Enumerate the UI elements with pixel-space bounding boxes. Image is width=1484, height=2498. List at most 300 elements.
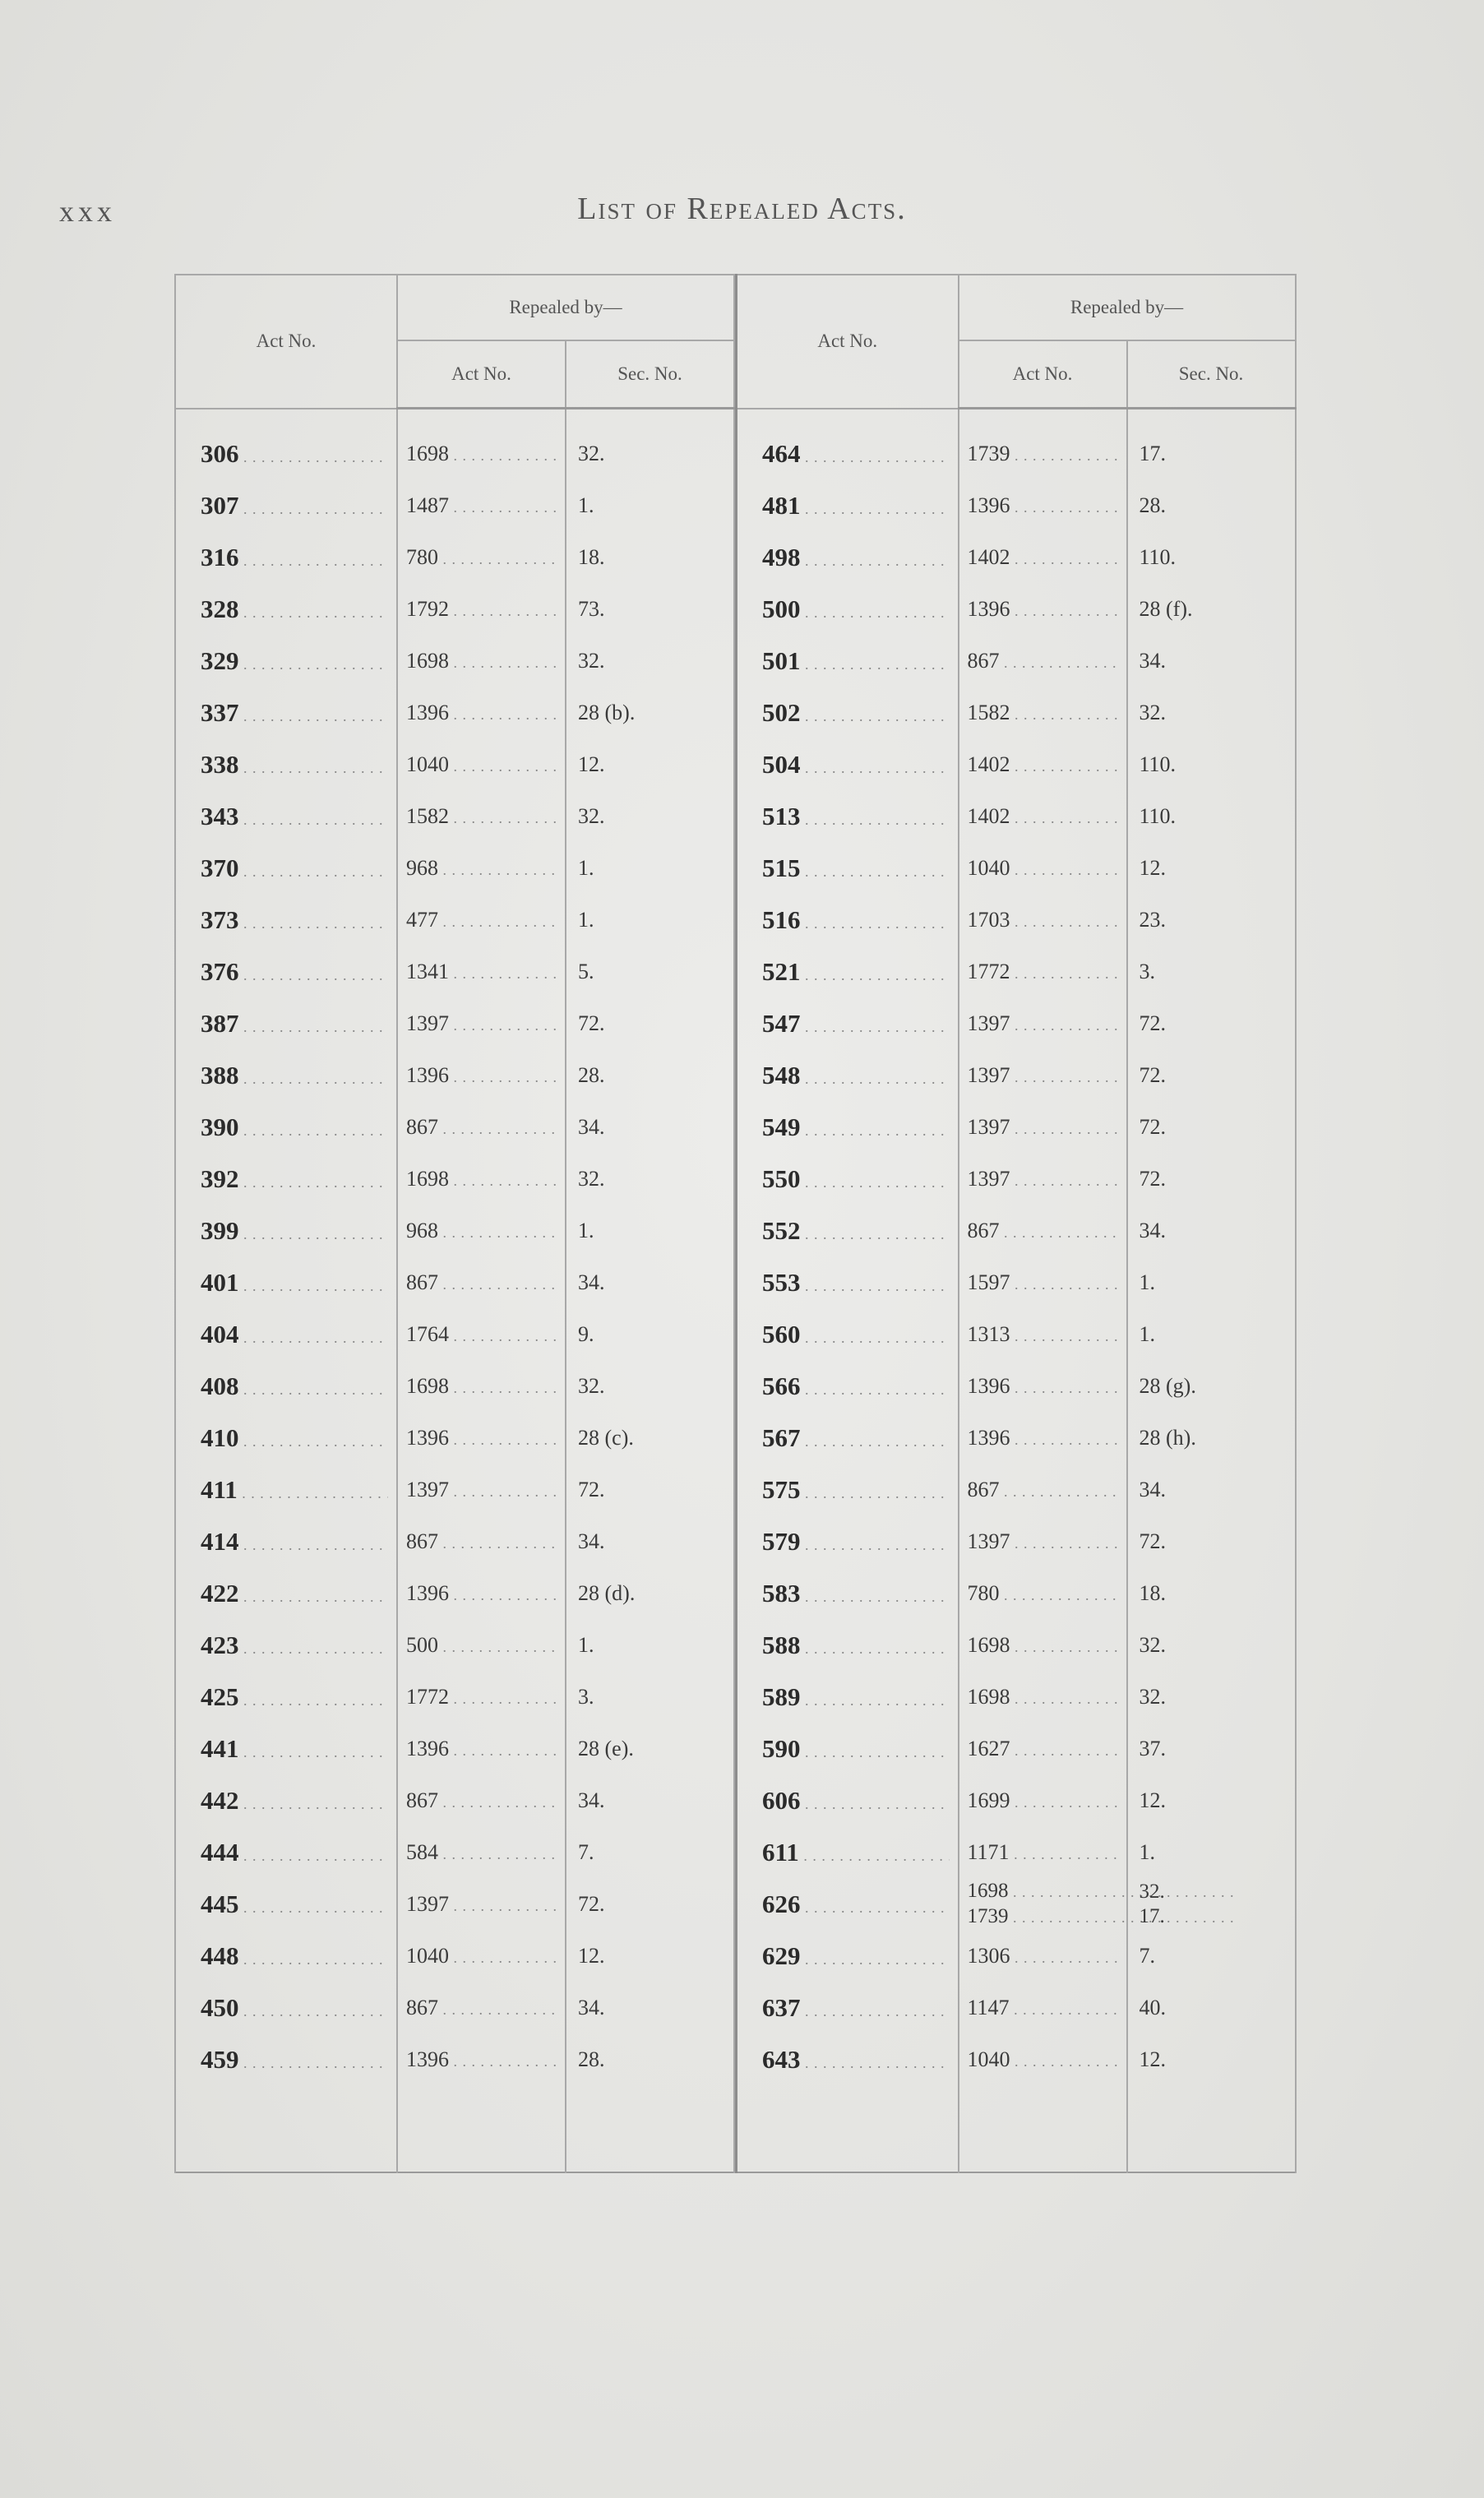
table-row [175,479,734,531]
repealing-act-number-text: 1397 . . . [406,1892,557,1917]
repealing-act-number [397,1826,566,1878]
repealing-act-number-text: 1396 . . . [968,493,1118,518]
act-number [737,946,959,997]
act-number [737,1101,959,1153]
act-number-text: 498 . . . [762,543,950,572]
repealing-act-number-text: 780 . . . [406,545,557,570]
act-number-text: 408 . . . [201,1372,388,1401]
section-number [1127,997,1296,1049]
section-number [1127,1723,1296,1774]
repealing-act-number [959,1101,1127,1153]
repealing-act-number [959,1567,1127,1619]
repealing-act-number [397,635,566,687]
repealing-act-number-text: 1396 . . . [406,1581,557,1606]
repealing-act-number [959,1671,1127,1723]
section-number-text: 28. [578,2047,605,2071]
act-number-text: 422 . . . [201,1579,388,1608]
repealing-act-number [397,1878,566,1930]
act-number-text: 376 . . . [201,957,388,987]
section-number [1127,1205,1296,1256]
repealing-act-number-text: 1040 . . . [968,2047,1118,2072]
table-row [175,1774,734,1826]
section-number [566,1256,734,1308]
act-number [175,738,397,790]
act-number-text: 547 . . . [762,1009,950,1039]
table-row [175,1982,734,2033]
table-row [737,894,1296,946]
act-number-text: 589 . . . [762,1682,950,1712]
section-number [1127,1464,1296,1515]
act-number-text: 442 . . . [201,1786,388,1816]
repealing-act-number-text: 1396 . . . [968,597,1118,622]
section-number [1127,531,1296,583]
repealing-act-number-text: 1396 . . . [406,1737,557,1761]
section-number-text: 5. [578,959,594,983]
section-number [1127,946,1296,997]
repealing-act-number-text: 1402 . . . [968,545,1118,570]
section-number [1127,1567,1296,1619]
repealing-act-number [959,1826,1127,1878]
act-number [737,1049,959,1101]
section-number-text: 72. [1139,1114,1167,1139]
table-row [175,1515,734,1567]
section-number-text: 28 (h). [1139,1425,1196,1450]
repealing-act-number-text: 968 . . . [406,856,557,881]
section-number-text: 28 (f). [1139,596,1193,621]
repealing-act-number [959,946,1127,997]
table-row [737,1360,1296,1412]
section-number-text: 18. [1139,1580,1167,1605]
section-number-text: 28 (c). [578,1425,634,1450]
section-number [566,1878,734,1930]
repealing-act-number-text: 1698 . . . [968,1879,1118,1904]
act-number-text: 516 . . . [762,905,950,935]
section-number [1127,1256,1296,1308]
act-number-text: 637 . . . [762,1993,950,2023]
section-number [1127,687,1296,738]
repealing-act-number-text: 968 . . . [406,1219,557,1243]
act-number [737,1723,959,1774]
act-number [175,1619,397,1671]
section-number-text: 34. [1139,1218,1167,1242]
act-number [737,1360,959,1412]
repealing-act-number [397,428,566,479]
repealing-act-number-text: 1739 . . . [968,442,1118,466]
section-number [566,1360,734,1412]
act-number-text: 643 . . . [762,2045,950,2075]
section-number [1127,1412,1296,1464]
table-row [175,842,734,894]
table-row [175,997,734,1049]
section-number-text: 1. [1139,1321,1156,1346]
repealing-act-number [397,2033,566,2085]
section-number-text: 110. [1139,544,1177,569]
repealing-act-number [397,997,566,1049]
repealing-act-number [397,842,566,894]
section-number-text: 9. [578,1321,594,1346]
act-number [175,583,397,635]
table-row [737,1619,1296,1671]
act-number [737,1619,959,1671]
table-row [175,1205,734,1256]
section-number-text: 32. [1139,700,1167,724]
table-row [737,428,1296,479]
act-number [737,1412,959,1464]
repealing-act-number [959,1205,1127,1256]
section-number-text: 12. [578,752,605,776]
section-number-text: 32. [578,1373,605,1398]
section-number-text: 34. [578,1788,605,1812]
left-table [174,274,735,2173]
act-number-text: 338 . . . [201,750,388,779]
section-number [1127,1671,1296,1723]
act-number [175,1360,397,1412]
act-number [175,894,397,946]
repealing-act-number-text: 1040 . . . [968,856,1118,881]
act-number [175,1774,397,1826]
section-number-text: 73. [578,596,605,621]
repealing-act-number-text: 1313 . . . [968,1322,1118,1347]
repealing-act-number [397,1671,566,1723]
section-number-text: 72. [1139,1011,1167,1035]
act-number-text: 550 . . . [762,1164,950,1194]
section-number [1127,635,1296,687]
act-number-text: 441 . . . [201,1734,388,1764]
table-row [737,1982,1296,2033]
section-number [566,1308,734,1360]
act-number [175,1826,397,1878]
section-number-text: 28. [578,1062,605,1087]
act-number-text: 500 . . . [762,594,950,624]
section-number-text: 32. [1139,1632,1167,1657]
section-number-text: 72. [1139,1166,1167,1191]
repealing-act-number-text: 1040 . . . [406,752,557,777]
section-number-text: 72. [1139,1062,1167,1087]
act-number-text: 423 . . . [201,1631,388,1660]
section-number [566,635,734,687]
table-row [737,1723,1296,1774]
act-number-text: 504 . . . [762,750,950,779]
table-row [175,428,734,479]
section-number-text: 110. [1139,752,1177,776]
act-number [737,1671,959,1723]
act-number-text: 337 . . . [201,698,388,728]
repealing-act-number-text: 867 . . . [968,649,1118,673]
repealing-act-number-text: 500 . . . [406,1633,557,1658]
act-number-text: 606 . . . [762,1786,950,1816]
repealing-act-number-text: 1397 . . . [406,1011,557,1036]
table-row [175,635,734,687]
act-number-text: 316 . . . [201,543,388,572]
repealed-acts-tables [174,274,1292,2173]
act-number-text: 521 . . . [762,957,950,987]
repealing-act-number-text: 1597 . . . [968,1270,1118,1295]
section-number [1127,1101,1296,1153]
act-number-text: 575 . . . [762,1475,950,1505]
repealing-act-number-text: 584 . . . [406,1840,557,1865]
act-number-text: 445 . . . [201,1890,388,1919]
repealing-act-number [397,1982,566,2033]
repealing-act-number [959,997,1127,1049]
table-row [737,479,1296,531]
table-row [737,1256,1296,1308]
act-number [737,1515,959,1567]
act-number [175,1412,397,1464]
table-row [175,1826,734,1878]
repealing-act-number-text: 867 . . . [406,1529,557,1554]
section-number-text: 72. [578,1011,605,1035]
act-number [175,1671,397,1723]
table-row [175,1101,734,1153]
repealing-act-number [397,1619,566,1671]
act-number-text: 388 . . . [201,1061,388,1090]
sec-no-header: Sec. No. [1127,340,1296,409]
act-number-text: 401 . . . [201,1268,388,1298]
section-number [566,1982,734,2033]
table-row [175,583,734,635]
table-row [175,1256,734,1308]
section-number-text: 28 (g). [1139,1373,1196,1398]
repealing-act-number [397,1723,566,1774]
act-number [737,1308,959,1360]
act-number [737,687,959,738]
act-number-text: 444 . . . [201,1838,388,1867]
repealing-act-number [959,687,1127,738]
table-row [737,687,1296,738]
table-row [175,946,734,997]
act-number [737,842,959,894]
repealing-act-number-text: 1698 . . . [968,1633,1118,1658]
repealing-act-number-text: 1772 . . . [406,1685,557,1709]
act-number [737,479,959,531]
act-number [737,1256,959,1308]
section-number-text: 34. [578,1114,605,1139]
repealing-act-number [397,894,566,946]
section-number [1127,1308,1296,1360]
section-number [1127,738,1296,790]
table-row [175,1412,734,1464]
table-row [737,635,1296,687]
repealing-act-number [397,790,566,842]
act-number-text: 481 . . . [762,491,950,520]
section-number-text: 23. [1139,907,1167,932]
repealing-act-number-text: 1772 . . . [968,960,1118,984]
section-number-text: 7. [578,1839,594,1864]
table-row [737,1205,1296,1256]
section-number-text: 32. [1139,1684,1167,1709]
table-row [737,583,1296,635]
repealing-act-number [397,1101,566,1153]
act-number-text: 390 . . . [201,1113,388,1142]
repealing-act-number-text: 1396 . . . [968,1426,1118,1450]
section-number [1127,1360,1296,1412]
repealing-act-number-text: 867 . . . [406,1788,557,1813]
act-number-text: 450 . . . [201,1993,388,2023]
repealing-act-number [397,946,566,997]
act-number-text: 513 . . . [762,802,950,831]
act-number [175,1515,397,1567]
repealing-act-number [397,1567,566,1619]
section-number [566,479,734,531]
table-row [175,1671,734,1723]
section-number-text: 1. [578,1632,594,1657]
act-number-text: 552 . . . [762,1216,950,1246]
repealed-by-header: Repealed by— [397,275,734,340]
act-number [175,997,397,1049]
spacer-row [737,2085,1296,2172]
section-number-text: 34. [1139,648,1167,673]
table-row [737,1774,1296,1826]
act-number [175,428,397,479]
repealing-act-number [397,1153,566,1205]
act-number [175,2033,397,2085]
act-number-text: 414 . . . [201,1527,388,1557]
section-number-text: 32. [578,648,605,673]
repealing-act-number [959,1515,1127,1567]
section-number [1127,1515,1296,1567]
section-number [566,428,734,479]
repealing-act-number [959,842,1127,894]
act-number [737,790,959,842]
repealing-act-number-text: 1487 . . . [406,493,557,518]
act-number-text: 404 . . . [201,1320,388,1349]
section-number-text: 28 (d). [578,1580,636,1605]
act-number [737,635,959,687]
repealing-act-number-text: 1698 . . . [406,1374,557,1399]
table-row [737,2033,1296,2085]
section-number-text: 72. [1139,1529,1167,1553]
table-row [737,1878,1296,1930]
section-number-text: 1. [578,855,594,880]
repealing-act-number [397,738,566,790]
act-number [737,1567,959,1619]
act-number-text: 448 . . . [201,1941,388,1971]
act-number-text: 306 . . . [201,439,388,469]
repealing-act-number-text: 1698 . . . [406,649,557,673]
act-number [175,479,397,531]
act-number [175,842,397,894]
repealing-act-no-header: Act No. [397,340,566,409]
repealing-act-number [397,583,566,635]
right-table [735,274,1297,2173]
repealing-act-number [397,1256,566,1308]
table-row [175,1153,734,1205]
section-number [1127,1826,1296,1878]
section-number [566,1412,734,1464]
act-number-text: 611 . . . [762,1838,950,1867]
repealing-act-number [959,479,1127,531]
section-number-text: 28. [1139,493,1167,517]
section-number [566,997,734,1049]
repealing-act-number-text: 1396 . . . [406,701,557,725]
section-number [566,1101,734,1153]
section-number-text: 1. [578,907,594,932]
section-number [1127,790,1296,842]
spacer-row [737,409,1296,428]
section-number-text: 37. [1139,1736,1167,1760]
repealed-by-header: Repealed by— [959,275,1296,340]
act-number [175,946,397,997]
sec-no-header: Sec. No. [566,340,734,409]
act-number [175,1153,397,1205]
table-row [175,894,734,946]
section-number-text: 72. [578,1477,605,1501]
repealing-act-number [397,479,566,531]
section-number-text: 12. [578,1943,605,1968]
spacer-row [175,409,734,428]
repealing-act-number-text: 1397 . . . [968,1011,1118,1036]
section-number-text: 40. [1139,1995,1167,2019]
act-number-text: 590 . . . [762,1734,950,1764]
act-number [175,1308,397,1360]
act-number [175,1723,397,1774]
repealing-act-number-text: 1703 . . . [968,908,1118,932]
section-number-text: 1. [1139,1839,1156,1864]
section-number [566,842,734,894]
section-number [566,583,734,635]
section-number-text: 34. [578,1270,605,1294]
section-number-text: 110. [1139,803,1177,828]
section-number-text: 34. [578,1995,605,2019]
repealing-act-number-text: 1397 . . . [406,1478,557,1502]
section-number [566,531,734,583]
section-number [1127,1619,1296,1671]
repealing-act-number-text: 1764 . . . [406,1322,557,1347]
act-number [737,583,959,635]
act-number [737,1878,959,1930]
act-number-text: 629 . . . [762,1941,950,1971]
section-number [1127,1049,1296,1101]
section-number [566,1205,734,1256]
table-row [175,531,734,583]
section-number-text: 1. [578,1218,594,1242]
repealing-act-no-header: Act No. [959,340,1127,409]
table-row [737,1567,1296,1619]
repealing-act-number-text: 477 . . . [406,908,557,932]
repealing-act-number-text: 1699 . . . [968,1788,1118,1813]
table-row [737,1412,1296,1464]
section-number-text: 32. [578,1166,605,1191]
left-table-body [175,409,734,2173]
section-number-text: 1. [578,493,594,517]
table-row [737,1826,1296,1878]
act-number [737,997,959,1049]
section-number-text: 34. [578,1529,605,1553]
repealing-act-number-text: 1402 . . . [968,804,1118,829]
repealing-act-number-text: 1396 . . . [968,1374,1118,1399]
repealing-act-number-text: 1698 . . . [406,442,557,466]
repealing-act-number [959,1256,1127,1308]
repealing-act-number [959,1308,1127,1360]
table-row [737,1515,1296,1567]
right-table-body [737,409,1296,2173]
act-number-text: 549 . . . [762,1113,950,1142]
repealing-act-number [397,1774,566,1826]
act-no-header: Act No. [175,275,397,409]
act-number [737,1982,959,2033]
repealing-act-number-text: 1397 . . . [968,1063,1118,1088]
section-number [566,1774,734,1826]
act-number [737,894,959,946]
repealing-act-number [959,738,1127,790]
table-row [737,842,1296,894]
repealing-act-number [959,428,1127,479]
act-number-text: 464 . . . [762,439,950,469]
act-number [175,531,397,583]
repealing-act-number-text: 867 . . . [968,1219,1118,1243]
act-number [737,1774,959,1826]
table-row [175,790,734,842]
